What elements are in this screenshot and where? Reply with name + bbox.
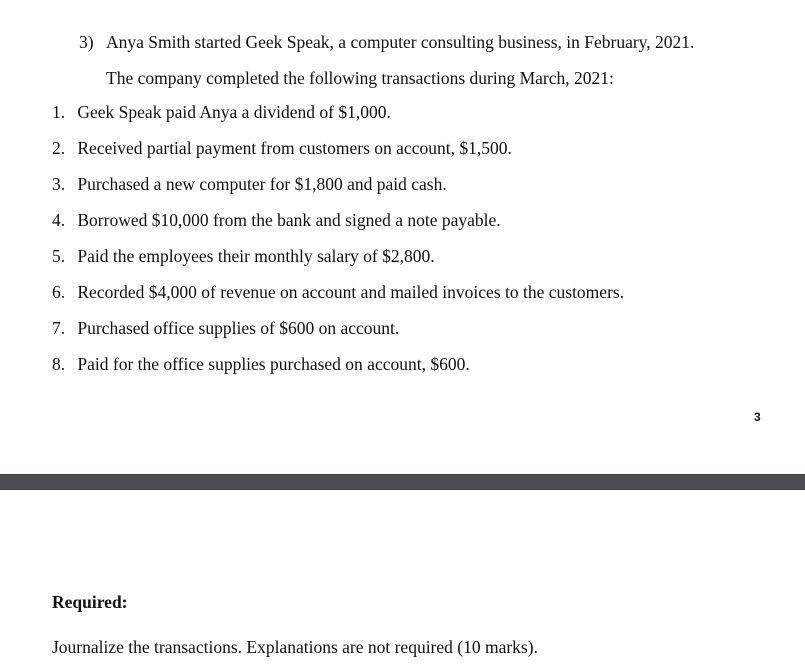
- page-number: 3: [754, 410, 761, 424]
- required-heading: Required:: [52, 592, 128, 612]
- list-item: [52, 353, 624, 389]
- item-number: 5.: [52, 246, 66, 266]
- item-number: 7.: [52, 318, 66, 338]
- item-number: 8.: [52, 354, 66, 374]
- list-item: [52, 101, 624, 137]
- item-number: 1.: [52, 102, 66, 122]
- item-text: Paid the employees their monthly salary of $2,800.: [77, 246, 435, 266]
- item-text: Recorded $4,000 of revenue on account and mailed invoices to the customers.: [77, 282, 625, 302]
- question-intro-line2: The company completed the following transactions during March, 2021:: [106, 68, 614, 88]
- question-intro-text: Anya Smith started Geek Speak, a computer consulting business, in February, 2021.: [106, 32, 695, 52]
- item-text: Geek Speak paid Anya a dividend of $1,000.: [77, 102, 391, 122]
- question-intro-line1: [79, 31, 694, 53]
- item-text: Borrowed $10,000 from the bank and signed a note payable.: [77, 210, 501, 230]
- list-item: [52, 209, 624, 245]
- list-item: [52, 173, 624, 209]
- list-item: [52, 137, 624, 173]
- item-text: Received partial payment from customers on account, $1,500.: [77, 138, 512, 158]
- question-number: 3): [79, 32, 94, 52]
- item-text: Paid for the office supplies purchased on account, $600.: [77, 354, 470, 374]
- item-number: 4.: [52, 210, 66, 230]
- item-text: Purchased office supplies of $600 on account.: [77, 318, 400, 338]
- list-item: [52, 317, 624, 353]
- list-item: [52, 245, 624, 281]
- required-instruction: Journalize the transactions. Explanations are not required (10 marks).: [52, 637, 538, 657]
- page-separator: [0, 474, 805, 490]
- list-item: [52, 281, 624, 317]
- item-number: 3.: [52, 174, 66, 194]
- item-number: 2.: [52, 138, 66, 158]
- item-text: Purchased a new computer for $1,800 and paid cash.: [77, 174, 447, 194]
- transaction-list: [52, 101, 624, 389]
- item-number: 6.: [52, 282, 66, 302]
